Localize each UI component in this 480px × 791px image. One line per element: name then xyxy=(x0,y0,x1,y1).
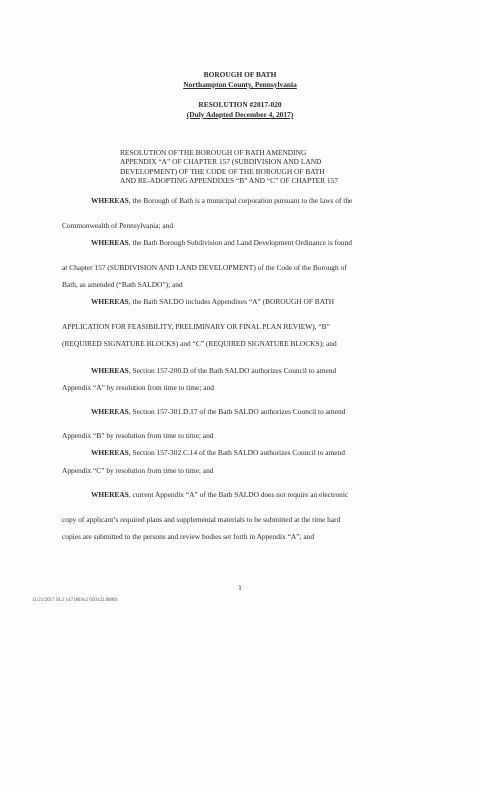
resolution-title xyxy=(120,148,420,185)
header-county: Northampton County, Pennsylvania xyxy=(183,80,297,89)
page-number: 1 xyxy=(238,583,242,592)
paragraph-line: copy of applicant’s required plans and supplemental materials to be submitted at the time hard xyxy=(62,515,341,524)
title-line: APPENDIX “A” OF CHAPTER 157 (SUBDIVISION AND LAND xyxy=(120,157,322,167)
title-line: AND RE-ADOPTING APPENDIXES “B” AND “C” OF CHAPTER 157 xyxy=(120,175,339,185)
whereas-paragraph-2: WHEREAS, the Bath Borough Subdivision and Land Development Ordinance is found xyxy=(91,238,352,247)
paragraph-line: copies are submitted to the persons and review bodies set forth in Appendix “A”; and xyxy=(62,532,315,541)
paragraph-line: Appendix “C” by resolution from time to time; and xyxy=(62,466,214,475)
paragraph-line: Bath, as amended (“Bath SALDO”); and xyxy=(62,280,183,289)
title-line: DEVELOPMENT) OF THE CODE OF THE BOROUGH OF BATH xyxy=(120,166,325,176)
whereas-paragraph-4: WHEREAS, Section 157-200.D of the Bath SALDO authorizes Council to amend xyxy=(91,366,337,375)
whereas-paragraph-6: WHEREAS, Section 157-302.C.14 of the Bath SALDO authorizes Council to amend xyxy=(91,448,345,457)
header-org: BOROUGH OF BATH xyxy=(203,70,277,79)
paragraph-line: Appendix “B” by resolution from time to time; and xyxy=(62,431,214,440)
document-footer-id: 11/21/2017 SL1 1471803v2 050122.00001 xyxy=(32,598,119,603)
paragraph-line: Appendix “A” by resolution from time to time; and xyxy=(62,383,214,392)
header-resolution-number: RESOLUTION #2017-020 xyxy=(198,100,282,109)
whereas-paragraph-3: WHEREAS, the Bath SALDO includes Appendixes “A” (BOROUGH OF BATH xyxy=(91,297,335,306)
paragraph-line: APPLICATION FOR FEASIBILITY, PRELIMINARY OR FINAL PLAN REVIEW), “B” xyxy=(62,322,330,331)
whereas-paragraph-5: WHEREAS, Section 157-301.D.17 of the Bath SALDO authorizes Council to amend xyxy=(91,407,346,416)
whereas-paragraph-1: WHEREAS, the Borough of Bath is a municipal corporation pursuant to the laws of the xyxy=(91,196,353,205)
paragraph-line: (REQUIRED SIGNATURE BLOCKS) and “C” (REQUIRED SIGNATURE BLOCKS); and xyxy=(62,339,337,348)
title-line: RESOLUTION OF THE BOROUGH OF BATH AMENDING xyxy=(120,148,307,157)
whereas-paragraph-7: WHEREAS, current Appendix “A” of the Bath SALDO does not require an electronic xyxy=(91,490,349,499)
header-adopted-date: (Duly Adopted December 4, 2017) xyxy=(186,110,294,119)
paragraph-line: Commonwealth of Pennsylvania; and xyxy=(62,221,174,230)
paragraph-line: at Chapter 157 (SUBDIVISION AND LAND DEVELOPMENT) of the Code of the Borough of xyxy=(62,263,347,272)
